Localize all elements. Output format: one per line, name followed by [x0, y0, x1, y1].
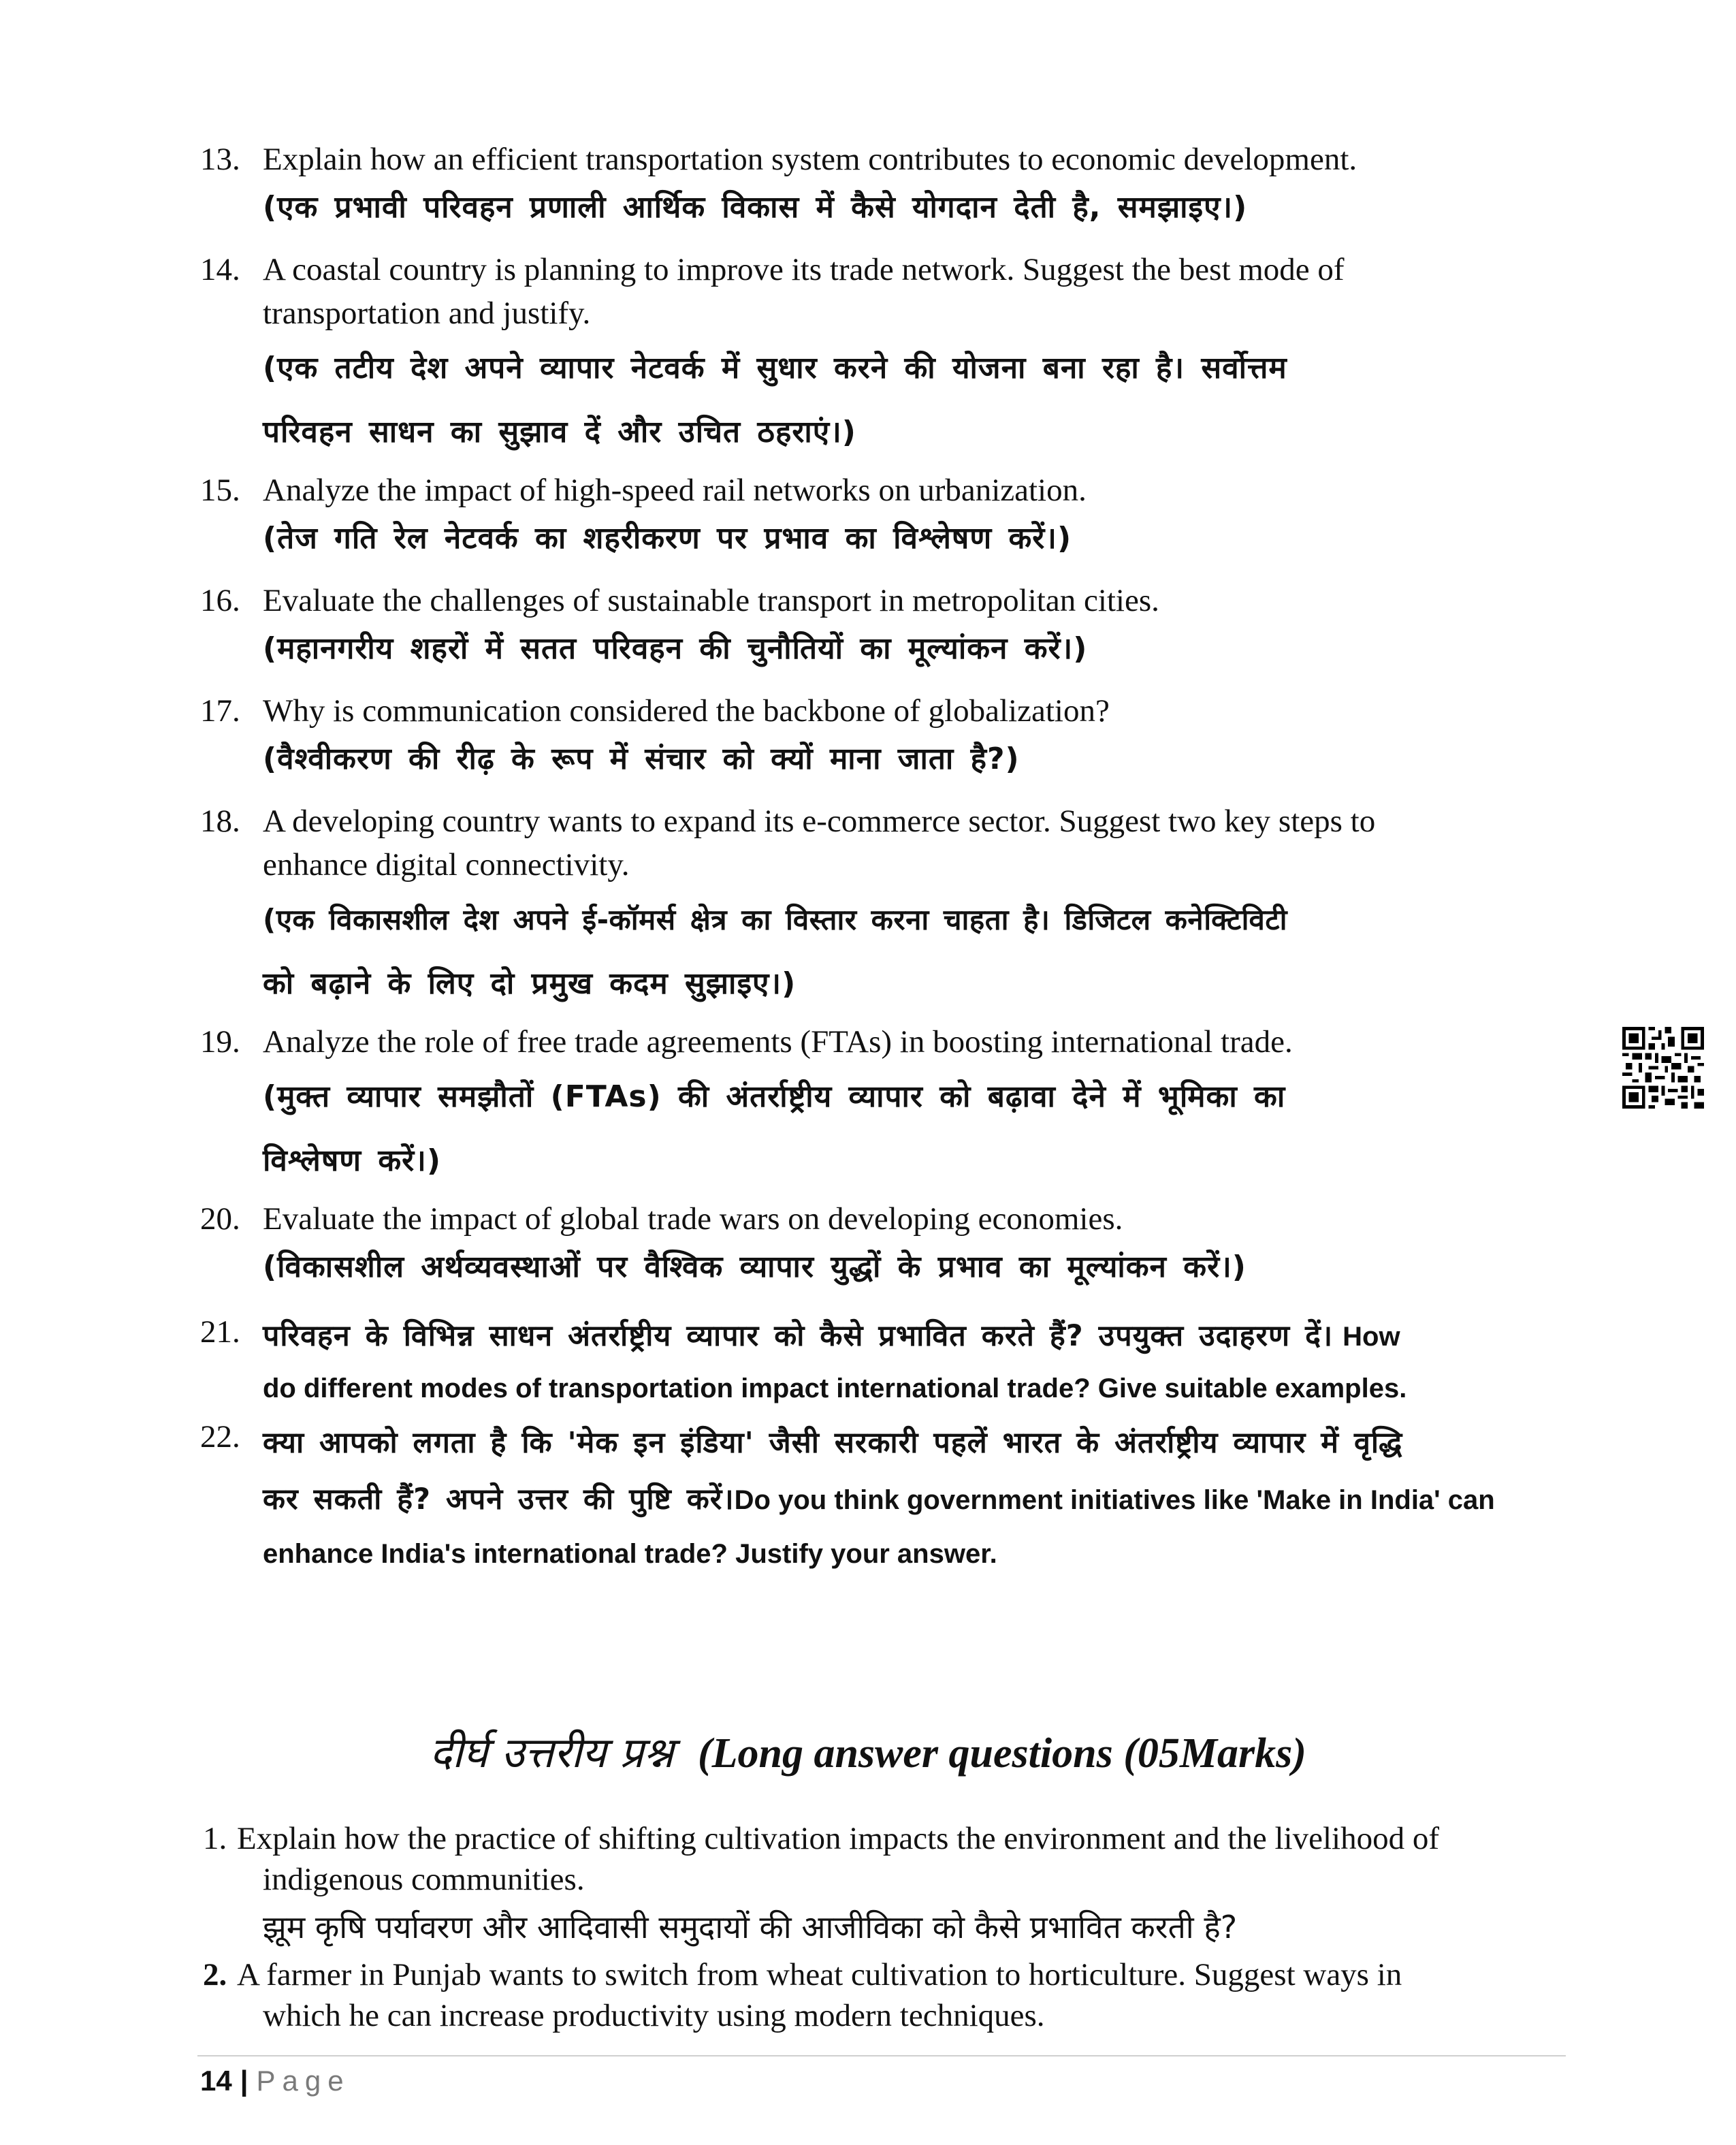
question-21 — [200, 1310, 1562, 1414]
question-text-hi: झूम कृषि पर्यावरण और आदिवासी समुदायों की आजीविका को कैसे प्रभावित करती है? — [263, 1909, 1238, 1945]
question-text-en-line — [263, 1363, 1562, 1414]
question-text-hi: (मुक्त व्यापार समझौतों (FTAs) की अंतर्राष्ट्रीय व्यापार को बढ़ावा देने में भूमिका का — [263, 1079, 1286, 1114]
question-text-en: Explain how an efficient transportation system contributes to economic development. — [263, 142, 1357, 177]
question-13 — [200, 138, 1562, 234]
page-label: Page — [256, 2065, 351, 2097]
long-question-2 — [203, 1954, 1551, 2036]
question-14 — [200, 248, 1562, 466]
question-text-hi: क्या आपको लगता है कि 'मेक इन इंडिया' जैसी सरकारी पहलें भारत के अंतर्राष्ट्रीय व्यापार में वृद्धि — [263, 1426, 1403, 1460]
question-number: 16. — [200, 583, 240, 618]
question-text-en-cont: which he can increase productivity using modern techniques. — [263, 1998, 1045, 2033]
question-text-hi: (तेज गति रेल नेटवर्क का शहरीकरण पर प्रभाव का विश्लेषण करें।) — [263, 521, 1072, 556]
question-text-en-cont: enhance digital connectivity. — [263, 847, 630, 883]
question-text-en-line — [263, 1528, 1562, 1580]
question-text-en: Analyze the role of free trade agreements (FTAs) in boosting international trade. — [263, 1024, 1293, 1060]
question-15 — [200, 468, 1562, 565]
question-19 — [200, 1020, 1562, 1194]
question-17 — [200, 689, 1562, 786]
question-number: 20. — [200, 1201, 240, 1237]
question-text-en: Do you think government initiatives like 'Make in India' can — [734, 1485, 1495, 1515]
question-text-mixed — [263, 1472, 1562, 1528]
footer-divider — [197, 2055, 1566, 2056]
question-text-en: Evaluate the challenges of sustainable transport in metropolitan cities. — [263, 583, 1159, 618]
qr-code-icon — [1622, 1027, 1704, 1109]
question-18 — [200, 799, 1562, 1017]
question-text-en: Analyze the impact of high-speed rail networks on urbanization. — [263, 473, 1087, 508]
question-number: 14. — [200, 252, 240, 287]
section-heading — [0, 1723, 1736, 1780]
question-number: 19. — [200, 1024, 240, 1060]
question-text-en: Explain how the practice of shifting cultivation impacts the environment and the livelihood of — [237, 1821, 1439, 1856]
question-text-hi: (महानगरीय शहरों में सतत परिवहन की चुनौतियों का मूल्यांकन करें।) — [263, 631, 1088, 666]
question-text-hi: (एक तटीय देश अपने व्यापार नेटवर्क में सुधार करने की योजना बना रहा है। सर्वोत्तम — [263, 351, 1287, 385]
question-text-en: How — [1343, 1322, 1400, 1352]
question-text-hi: (एक प्रभावी परिवहन प्रणाली आर्थिक विकास में कैसे योगदान देती है, समझाइए।) — [263, 190, 1248, 225]
question-text-hi: (एक विकासशील देश अपने ई-कॉमर्स क्षेत्र का विस्तार करना चाहता है। डिजिटल कनेक्टिविटी — [263, 903, 1287, 936]
question-number: 21. — [200, 1314, 240, 1350]
section-heading-en: (Long answer questions (05Marks) — [697, 1730, 1306, 1777]
question-number: 22. — [200, 1419, 240, 1455]
question-number: 17. — [200, 693, 240, 729]
page-number: 14 — [200, 2065, 232, 2097]
question-text-hi-cont: विश्लेषण करें।) — [263, 1143, 441, 1178]
question-text-en-cont: do different modes of transportation impact international trade? Give suitable examples. — [263, 1373, 1407, 1403]
question-text-en-cont: transportation and justify. — [263, 296, 591, 331]
question-20 — [200, 1197, 1562, 1294]
question-text-en: Why is communication considered the backbone of globalization? — [263, 693, 1110, 729]
question-number: 13. — [200, 142, 240, 177]
question-16 — [200, 579, 1562, 676]
section-heading-hi: दीर्घ उत्तरीय प्रश्न — [430, 1728, 674, 1777]
question-text-en: A developing country wants to expand its e-commerce sector. Suggest two key steps to — [263, 804, 1376, 839]
question-text-hi: (विकासशील अर्थव्यवस्थाओं पर वैश्विक व्यापार युद्धों के प्रभाव का मूल्यांकन करें।) — [263, 1250, 1247, 1284]
question-text-hi: (वैश्वीकरण की रीढ़ के रूप में संचार को क्यों माना जाता है?) — [263, 742, 1020, 776]
question-number: 15. — [200, 473, 240, 508]
long-question-1 — [203, 1818, 1551, 1954]
question-number: 2. — [203, 1957, 227, 1992]
question-text-hi: परिवहन के विभिन्न साधन अंतर्राष्ट्रीय व्यापार को कैसे प्रभावित करते हैं? उपयुक्त उदाहरण दें। — [263, 1319, 1334, 1353]
question-text-en: A coastal country is planning to improve its trade network. Suggest the best mode of — [263, 252, 1345, 287]
question-text-en-cont: enhance India's international trade? Justify your answer. — [263, 1539, 997, 1569]
question-text-hi-cont: परिवहन साधन का सुझाव दें और उचित ठहराएं।) — [263, 415, 856, 449]
page-footer — [200, 2062, 351, 2100]
question-text-en: A farmer in Punjab wants to switch from wheat cultivation to horticulture. Suggest ways in — [237, 1957, 1402, 1992]
question-text-hi-cont: को बढ़ाने के लिए दो प्रमुख कदम सुझाइए।) — [263, 966, 797, 1001]
question-number: 18. — [200, 804, 240, 839]
question-text-hi-line — [263, 1415, 1562, 1472]
question-22 — [200, 1415, 1562, 1580]
question-text-en-cont: indigenous communities. — [263, 1862, 585, 1897]
question-text-mixed — [263, 1310, 1562, 1363]
question-number: 1. — [203, 1821, 227, 1856]
footer-separator: | — [240, 2065, 248, 2097]
question-text-en: Evaluate the impact of global trade wars on developing economies. — [263, 1201, 1123, 1237]
question-text-hi-cont: कर सकती हैं? अपने उत्तर की पुष्टि करें। — [263, 1482, 735, 1516]
